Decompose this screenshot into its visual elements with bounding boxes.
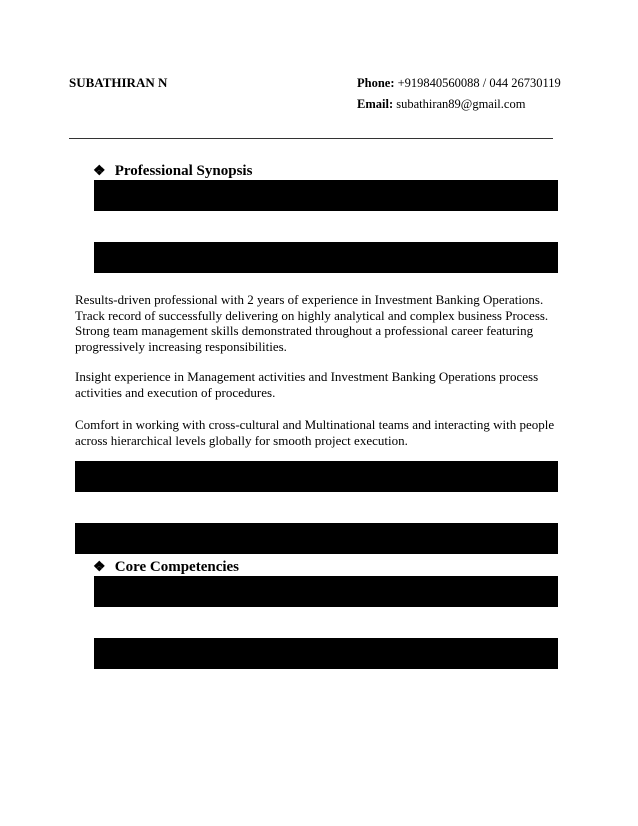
email-value: subathiran89@gmail.com <box>396 97 526 111</box>
diamond-bullet-icon: ❖ <box>93 164 106 179</box>
section-title: Core Competencies <box>114 559 240 575</box>
header-divider <box>69 138 553 139</box>
redaction-bar <box>75 461 558 492</box>
section-heading-synopsis <box>93 163 252 180</box>
phone-line <box>357 76 561 91</box>
candidate-name: SUBATHIRAN N <box>69 75 168 90</box>
phone-label: Phone: <box>357 76 395 90</box>
diamond-bullet-icon: ❖ <box>93 560 106 575</box>
section-title: Professional Synopsis <box>114 163 253 179</box>
synopsis-paragraph: Comfort in working with cross-cultural and Multinational teams and interacting with people across hierarchical levels globally for smooth project execution. <box>75 417 555 448</box>
redaction-bar <box>94 576 558 607</box>
phone-value: +919840560088 / 044 26730119 <box>397 76 561 90</box>
email-label: Email: <box>357 97 394 111</box>
redaction-bar <box>94 180 558 211</box>
synopsis-paragraph: Insight experience in Management activities and Investment Banking Operations process activities and execution of procedures. <box>75 369 539 400</box>
redaction-bar <box>94 638 558 669</box>
redaction-bar <box>75 523 558 554</box>
section-heading-competencies <box>93 559 239 576</box>
synopsis-paragraph: Results-driven professional with 2 years of experience in Investment Banking Operations. Track record of successfully delivering on highly analytical and complex business Process. Strong team management skills demonstrated throughout a professional career featuring progressively increasing responsibilities. <box>75 292 549 354</box>
email-line <box>357 97 525 112</box>
redaction-bar <box>94 242 558 273</box>
